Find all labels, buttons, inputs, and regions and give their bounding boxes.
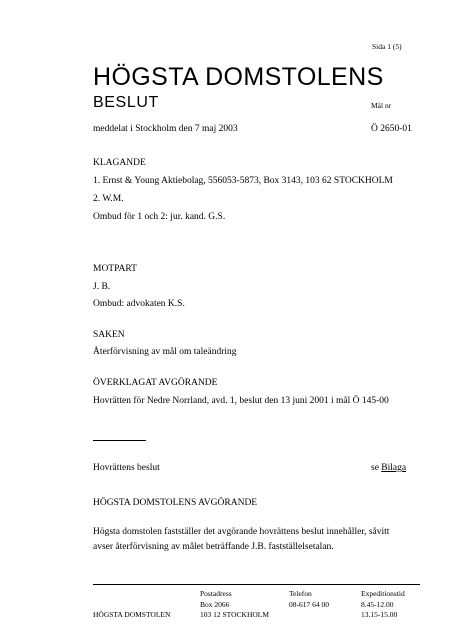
- see-text: se: [371, 463, 379, 473]
- footer-address-line2: 103 12 STOCKHOLM: [200, 610, 270, 619]
- case-number: Ö 2650-01: [371, 124, 412, 134]
- case-label: Mål nr: [371, 101, 392, 110]
- saken-heading: SAKEN: [93, 330, 125, 340]
- footer-address-label: Postadress: [200, 589, 232, 598]
- klagande-line: 2. W.M.: [93, 194, 124, 204]
- footer-phone-label: Telefon: [289, 589, 312, 598]
- klagande-line: Ombud för 1 och 2: jur. kand. G.S.: [93, 212, 226, 222]
- overklagat-text: Hovrätten för Nedre Norrland, avd. 1, beslut den 13 juni 2001 i mål Ö 145-00: [93, 396, 389, 406]
- footer-hours-label: Expeditionstid: [361, 589, 405, 598]
- klagande-line: 1. Ernst & Young Aktiebolag, 556053-5873, Box 3143, 103 62 STOCKHOLM: [93, 176, 393, 186]
- footer-phone: 08-617 64 00: [289, 600, 329, 609]
- motpart-line: Ombud: advokaten K.S.: [93, 299, 185, 309]
- motpart-line: J. B.: [93, 282, 111, 292]
- avgorande-text-line1: Högsta domstolen fastställer det avgörande hovrättens beslut innehåller, såvitt: [93, 527, 390, 537]
- date-line: meddelat i Stockholm den 7 maj 2003: [93, 124, 238, 134]
- section-divider: [93, 440, 146, 441]
- overklagat-heading: ÖVERKLAGAT AVGÖRANDE: [93, 378, 218, 388]
- page-indicator: Sida 1 (5): [372, 42, 402, 51]
- klagande-heading: KLAGANDE: [93, 158, 146, 168]
- avgorande-text-line2: avser återförvisning av målet beträffande J.B. fastställelsetalan.: [93, 542, 334, 552]
- document-type: BESLUT: [93, 94, 159, 111]
- hovratt-label: Hovrättens beslut: [93, 463, 160, 473]
- motpart-heading: MOTPART: [93, 264, 137, 274]
- footer-hours-1: 8.45-12.00: [361, 600, 394, 609]
- court-title: HÖGSTA DOMSTOLENS: [93, 63, 384, 91]
- bilaga-link[interactable]: Bilaga: [381, 463, 407, 473]
- hovratt-reference: [371, 462, 406, 474]
- avgorande-heading: HÖGSTA DOMSTOLENS AVGÖRANDE: [93, 498, 258, 508]
- footer-hours-2: 13.15-15.00: [361, 610, 398, 619]
- saken-text: Återförvisning av mål om taleändring: [93, 347, 237, 357]
- footer-org: HÖGSTA DOMSTOLEN: [93, 610, 171, 619]
- footer-rule: [93, 584, 420, 585]
- footer-address-line1: Box 2066: [200, 600, 230, 609]
